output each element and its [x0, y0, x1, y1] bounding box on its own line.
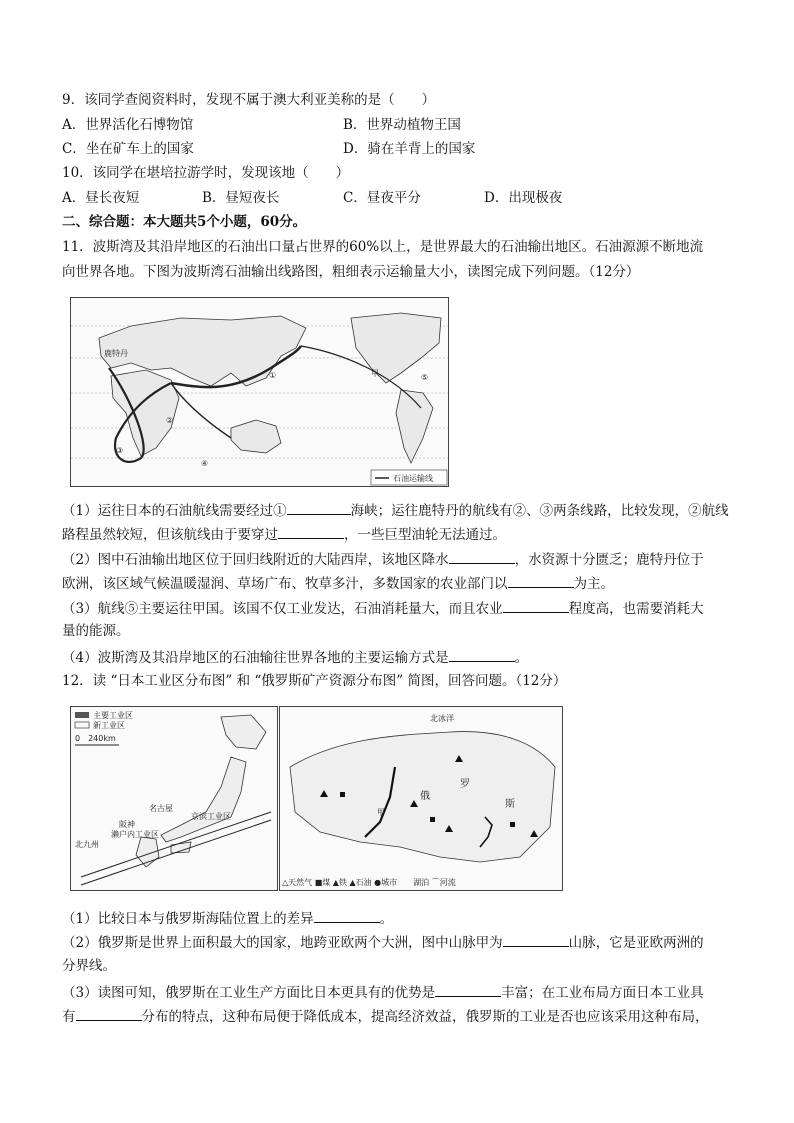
oil-route-map-svg	[71, 298, 448, 486]
label-ru-3: 斯	[505, 799, 515, 810]
q9-option-d[interactable]: D．骑在羊背上的国家	[343, 141, 476, 157]
q11-s3-part-a: （3）航线⑤主要运往甲国。该国不仅工业发达，石油消耗量大，而且农业	[62, 601, 503, 617]
q10-option-a[interactable]: A．昼长夜短	[62, 190, 140, 206]
q12-s3-part-d: 分布的特点，这种布局便于降低成本，提高经济效益，俄罗斯的工业是否也应该采用这种布局，	[141, 1009, 709, 1025]
label-jia: 甲	[371, 369, 379, 378]
q9-option-b[interactable]: B．世界动植物王国	[343, 117, 461, 133]
shikoku-shape	[171, 842, 191, 853]
q11-s2-part-b: ，水资源十分匮乏；鹿特丹位于	[514, 552, 704, 568]
q10-option-d[interactable]: D．出现极夜	[484, 190, 563, 206]
label-setouchi: 濑户内工业区	[111, 830, 159, 839]
label-mountain-jia: 甲	[377, 808, 385, 817]
label-ru-2: 罗	[460, 779, 470, 790]
q10-option-c[interactable]: C．昼夜平分	[343, 190, 421, 206]
belt-line-1	[81, 812, 271, 877]
q11-s1-line1	[62, 500, 729, 520]
q11-s3-part-b: 程度高，也需要消耗大	[568, 601, 704, 617]
legend-main-swatch	[75, 712, 89, 718]
coal-symbol	[510, 822, 515, 827]
japan-industry-map	[70, 706, 278, 891]
q12-s3-part-a: （3）读图可知，俄罗斯在工业生产方面比日本更具有的优势是	[62, 985, 436, 1001]
label-hanshin: 阪神	[119, 820, 135, 829]
q11-s2-part-d: 为主。	[573, 576, 614, 592]
q12-s3-line1	[62, 982, 704, 1002]
q11-s1-line2	[62, 524, 506, 544]
q11-s1-part-a: （1）运往日本的石油航线需要经过①	[62, 503, 287, 519]
scale-label: 0 240km	[75, 734, 116, 743]
russia-mineral-map	[279, 706, 563, 891]
coal-symbol	[340, 792, 345, 797]
hokkaido-shape	[221, 715, 266, 749]
q11-s3-blank[interactable]	[503, 598, 569, 613]
marker-5: ⑤	[421, 373, 429, 382]
japan-map-svg	[71, 707, 277, 890]
q11-s2-blank-1[interactable]	[449, 549, 515, 564]
label-nagoya: 名古屋	[149, 804, 173, 813]
q12-s2-part-b: 山脉，它是亚欧两洲的	[568, 935, 704, 951]
label-kanto: 京滨工业区	[191, 812, 231, 821]
label-ru-1: 俄	[420, 791, 430, 802]
q12-s1-blank[interactable]	[314, 908, 380, 923]
q12-s1-line	[62, 908, 393, 928]
route-4	[171, 383, 231, 438]
q12-s2-blank[interactable]	[503, 932, 569, 947]
q9-option-a[interactable]: A．世界活化石博物馆	[62, 117, 194, 133]
q12-s3-blank-2[interactable]	[76, 1006, 142, 1021]
q12-s1-part-b: 。	[379, 911, 394, 927]
honshu-shape	[161, 757, 246, 842]
q11-s2-part-c: 欧洲，该区域气候温暖湿润、草场广布、牧草多汁，多数国家的农业部门以	[62, 576, 508, 592]
q11-s2-line1	[62, 549, 704, 569]
oil-route-map	[70, 297, 449, 487]
q11-s1-part-c: 路程虽然较短，但该航线由于要穿过	[62, 527, 278, 543]
marker-4: ④	[201, 459, 209, 468]
legend-main: 主要工业区	[93, 711, 133, 720]
q11-s4-line	[62, 647, 528, 667]
label-arctic: 北冰洋	[430, 714, 454, 723]
q11-intro-line2: 向世界各地。下图为波斯湾石油输出线路图，粗细表示运输量大小，读图完成下列问题。（12分）	[62, 264, 640, 280]
label-rotterdam: 鹿特丹	[104, 349, 128, 358]
q11-s2-blank-2[interactable]	[508, 573, 574, 588]
q11-s1-part-b: 海峡；运往鹿特丹的航线有②、③两条线路，比较发现，②航线	[350, 503, 729, 519]
q11-s4-part-a: （4）波斯湾及其沿岸地区的石油输往世界各地的主要运输方式是	[62, 650, 449, 666]
q12-s3-part-c: 有	[62, 1009, 76, 1025]
marker-2: ②	[166, 416, 174, 425]
q12-s3-part-b: 丰富；在工业布局方面日本工业具	[501, 985, 704, 1001]
q9-stem: 9．该同学查阅资料时，发现不属于澳大利亚美称的是（ ）	[62, 92, 436, 108]
label-kitakyushu: 北九州	[75, 840, 99, 849]
q11-s1-blank-2[interactable]	[278, 524, 344, 539]
q11-s4-part-b: 。	[514, 650, 529, 666]
marker-3: ③	[116, 446, 124, 455]
q10-option-b[interactable]: B．昼短夜长	[202, 190, 280, 206]
q11-s1-blank-1[interactable]	[287, 500, 351, 515]
q12-s2-line1	[62, 932, 704, 952]
q12-s2-part-a: （2）俄罗斯是世界上面积最大的国家，地跨亚欧两个大洲，图中山脉甲为	[62, 935, 503, 951]
coal-symbol	[430, 817, 435, 822]
legend-new: 新工业区	[93, 721, 125, 730]
q9-option-c[interactable]: C．坐在矿车上的国家	[62, 141, 194, 157]
marker-1: ①	[269, 371, 277, 380]
q11-s3-line1	[62, 598, 704, 618]
q11-intro-line1: 11．波斯湾及其沿岸地区的石油出口量占世界的60%以上，是世界最大的石油输出地区。石油源源不断地流	[62, 239, 704, 255]
legend-label: 石油运输线	[393, 474, 433, 483]
q11-s3-line2: 量的能源。	[62, 623, 130, 639]
q11-s2-part-a: （2）图中石油输出地区位于回归线附近的大陆西岸，该地区降水	[62, 552, 449, 568]
russia-legend: △天然气 ■煤 ▲铁 ▲石油 ●城市 湖泊 ⌒河流	[282, 878, 456, 887]
section-heading: 二、综合题：本大题共5个小题，60分。	[62, 214, 307, 230]
q11-s2-line2	[62, 573, 614, 593]
q12-s3-blank-1[interactable]	[435, 982, 501, 997]
q11-s1-part-d: ，一些巨型油轮无法通过。	[344, 527, 506, 543]
legend-new-swatch	[75, 722, 89, 728]
q12-s3-line2	[62, 1006, 709, 1026]
q12-intro: 12．读 “日本工业区分布图” 和 “俄罗斯矿产资源分布图” 简图，回答问题。（12分）	[62, 673, 567, 689]
q11-s4-blank[interactable]	[449, 647, 515, 662]
q12-s2-line2: 分界线。	[62, 958, 116, 974]
australia-shape	[231, 420, 281, 453]
russia-map-svg	[280, 707, 562, 890]
q12-s1-part-a: （1）比较日本与俄罗斯海陆位置上的差异	[62, 911, 314, 927]
q10-stem: 10．该同学在堪培拉游学时，发现该地（ ）	[62, 165, 350, 181]
